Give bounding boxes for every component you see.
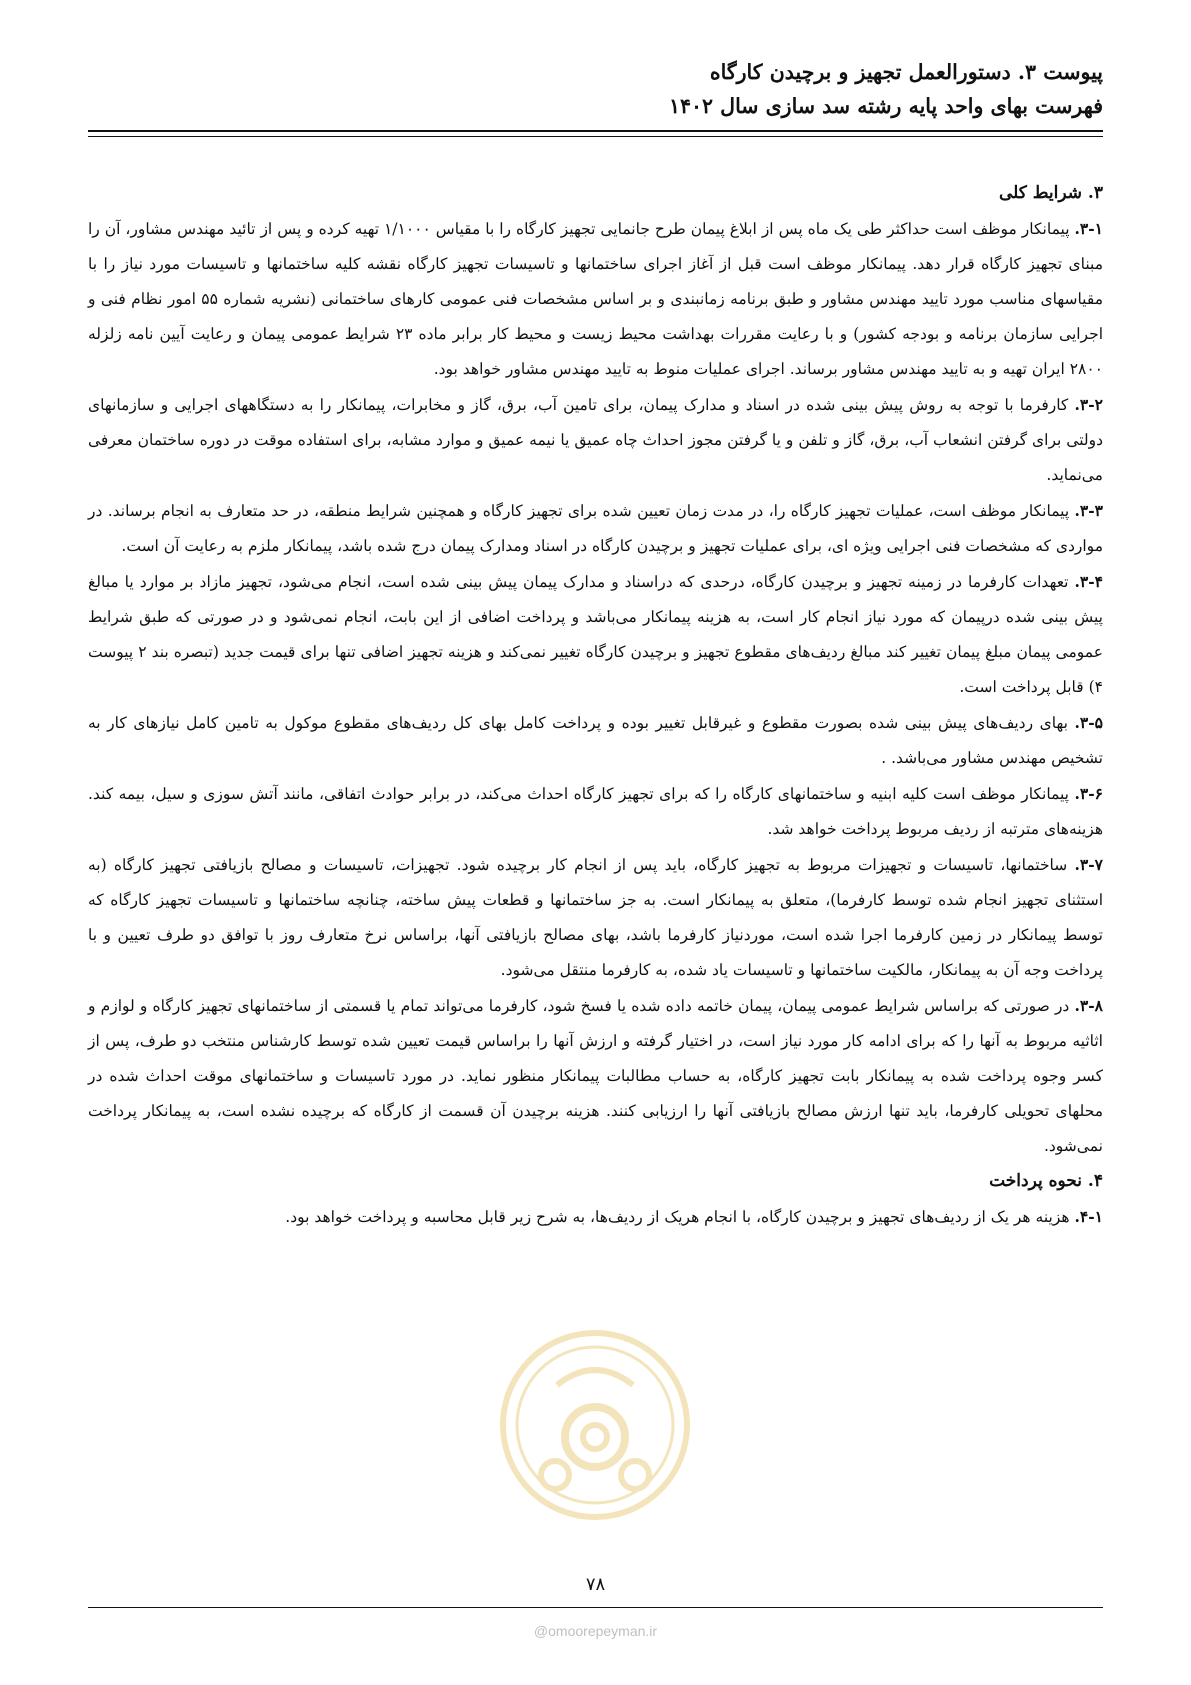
page-number: ۷۸: [585, 1574, 606, 1595]
paragraph-text: پیمانکار موظف است کلیه ابنیه و ساختمانهای کارگاه را که برای تجهیز کارگاه احداث می‌کند، در برابر حوادث اتفاقی، مانند آتش سوزی و سیل، بیمه کند. هزینه‌های مترتبه از ردیف مربوط پرداخت خواهد شد.: [88, 785, 1103, 838]
section-3-body: [88, 211, 1103, 1164]
header-rule-thick: [88, 130, 1103, 132]
paragraph-3-3: [88, 493, 1103, 564]
page-header: [110, 55, 1103, 123]
paragraph-3-8: [88, 988, 1103, 1164]
paragraph-number: ۴-۱.: [1074, 1207, 1103, 1226]
paragraph-number: ۳-۱.: [1074, 219, 1103, 238]
section-4-title: ۴. نحوه پرداخت: [989, 1171, 1103, 1191]
paragraph-text: بهای ردیف‌های پیش بینی شده بصورت مقطوع و غیرقابل تغییر بوده و پرداخت کامل بهای کل ردیف‌های مقطوع موکول به تامین کامل نیازهای کار به تشخیص مهندس مشاور می‌باشد. .: [88, 714, 1103, 767]
paragraph-text: پیمانکار موظف است حداکثر طی یک ماه پس از ابلاغ پیمان طرح جانمایی تجهیز کارگاه را با مقیاس ۱/۱۰۰۰ تهیه کرده و پس از تائید مهندس مشاور، آن را مبنای تجهیز کارگاه قرار دهد. پیمانکار موظف است قبل از آغاز اجرای ساختمانها و تاسیسات تجهیز کارگاه نقشه کلیه ساختمانها و تاسیسات مورد نیاز را با مقیاسهای مناسب مورد تایید مهندس مشاور و طبق برنامه زمانبندی و بر اساس مشخصات فنی عمومی کارهای ساختمانی (نشریه شماره ۵۵ امور نظام فنی و اجرایی سازمان برنامه و بودجه کشور) و با رعایت مقررات بهداشت محیط زیست و محیط کار برابر ماده ۲۳ شرایط عمومی پیمان و رعایت آیین نامه زلزله ۲۸۰۰ ایران تهیه و به تایید مهندس مشاور برساند. اجرای عملیات منوط به تایید مهندس مشاور خواهد بود.: [88, 220, 1103, 378]
paragraph-text: هزینه هر یک از ردیف‌های تجهیز و برچیدن کارگاه، با انجام هریک از ردیف‌ها، به شرح زیر قابل محاسبه و پرداخت خواهد بود.: [285, 1208, 1075, 1226]
footer-rule: [88, 1607, 1103, 1608]
paragraph-3-7: [88, 847, 1103, 988]
paragraph-text: تعهدات کارفرما در زمینه تجهیز و برچیدن کارگاه، درحدی که دراسناد و مدارک پیمان پیش بینی شده است، انجام می‌شود، تجهیز مازاد بر موارد یا مبالغ پیش بینی شده درپیمان که مورد نیاز انجام کار است، به هزینه پیمانکار می‌باشد و پرداخت اضافی از این بابت، انجام نمی‌شود و در صورتی که طبق شرایط عمومی پیمان مبلغ پیمان تغییر کند مبالغ ردیف‌های مقطوع تجهیز و برچیدن کارگاه تغییر نمی‌کند و هزینه تجهیز اضافی تنها برای قیمت جدید (تبصره بند ۲ پیوست ۴) قابل پرداخت است.: [88, 573, 1103, 696]
paragraph-text: ساختمانها، تاسیسات و تجهیزات مربوط به تجهیز کارگاه، باید پس از انجام کار برچیده شود. تجهیزات، تاسیسات و مصالح بازیافتی تجهیز کارگاه (به استثنای تجهیز انجام شده توسط کارفرما)، متعلق به پیمانکار است. به جز ساختمانها و قطعات پیش ساخته، چنانچه ساختمانها و تاسیسات تجهیز کارگاه که توسط پیمانکار در زمین کارفرما اجرا شده است، مورد‌نیاز کارفرما باشد، بهای مصالح بازیافتی آنها، براساس نرخ متعارف روز با توافق دو طرف تعیین و با پرداخت وجه آن به پیمانکار، مالکیت ساختمانها و تاسیسات یاد شده، به کارفرما منتقل می‌شود.: [88, 856, 1103, 979]
paragraph-3-2: [88, 387, 1103, 493]
paragraph-3-4: [88, 564, 1103, 705]
paragraph-number: ۳-۵.: [1074, 713, 1103, 732]
header-price-list-title: فهرست بهای واحد پایه رشته سد سازی سال ۱۴۰۲: [668, 94, 1103, 118]
gear-seal-watermark-icon: [495, 1325, 695, 1525]
header-appendix-title: پیوست ۳. دستورالعمل تجهیز و برچیدن کارگاه: [709, 60, 1103, 84]
paragraph-text: پیمانکار موظف است، عملیات تجهیز کارگاه را، در مدت زمان تعیین شده برای تجهیز کارگاه و همچنین شرایط منطقه، در حد متعارف به انجام برساند. در مواردی که مشخصات فنی اجرایی ویژه ای، برای عملیات تجهیز و برچیدن کارگاه در اسناد ومدارک پیمان درج شده باشد، پیمانکار ملزم به رعایت آن است.: [88, 502, 1103, 555]
paragraph-3-1: [88, 211, 1103, 387]
section-3-title: ۳. شرایط کلی: [998, 183, 1103, 203]
paragraph-number: ۳-۸.: [1074, 996, 1103, 1015]
paragraph-number: ۳-۷.: [1074, 855, 1103, 874]
watermark-url: @omoorepeyman.ir: [533, 1623, 658, 1639]
section-4-body: [88, 1199, 1103, 1235]
paragraph-number: ۳-۲.: [1074, 395, 1103, 414]
paragraph-number: ۳-۳.: [1074, 501, 1103, 520]
header-rule-thin: [88, 136, 1103, 137]
paragraph-number: ۳-۶.: [1074, 784, 1103, 803]
paragraph-text: در صورتی که براساس شرایط عمومی پیمان، پیمان خاتمه داده شده یا فسخ شود، کارفرما می‌تواند تمام یا قسمتی از ساختمانهای تجهیز کارگاه و لوازم و اثاثیه مربوط به آنها را که برای ادامه کار مورد نیاز است، در اختیار گرفته و ارزش آنها را براساس قیمت تعیین شده توسط کارشناس منتخب دو طرف، پس از کسر وجوه پرداخت شده به پیمانکار بابت تجهیز کارگاه، به حساب مطالبات پیمانکار منظور نماید. در مورد تاسیسات و ساختمانهای موقت احداث شده در محلهای تحویلی کارفرما، باید تنها ارزش مصالح بازیافتی آنها را ارزیابی کنند. هزینه برچیدن آن قسمت از کارگاه که برچیده نشده است، به پیمانکار پرداخت نمی‌شود.: [88, 997, 1103, 1155]
page-content: [88, 176, 1103, 1235]
paragraph-3-5: [88, 705, 1103, 776]
paragraph-number: ۳-۴.: [1074, 572, 1103, 591]
paragraph-4-1: [88, 1199, 1103, 1235]
paragraph-text: کارفرما با توجه به روش پیش بینی شده در اسناد و مدارک پیمان، برای تامین آب، برق، گاز و مخابرات، پیمانکار را به دستگاههای اجرایی و سازمانهای دولتی برای گرفتن انشعاب آب، برق، گاز و تلفن و یا گرفتن مجوز احداث چاه عمیق یا نیمه عمیق و موارد مشابه، برای استفاده موقت در دوره ساختمان معرفی می‌نماید.: [88, 396, 1103, 484]
paragraph-3-6: [88, 776, 1103, 847]
